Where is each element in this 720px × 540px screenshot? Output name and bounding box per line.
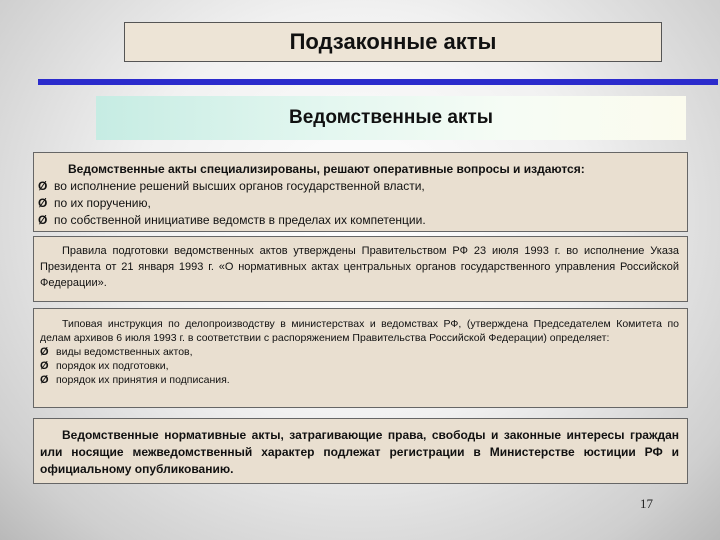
list-item-text: виды ведомственных актов, — [56, 346, 193, 358]
list-item — [38, 195, 679, 212]
list-item — [40, 345, 679, 359]
page-number: 17 — [640, 496, 653, 511]
arrow-bullet-icon: Ø — [40, 374, 49, 386]
list-item-text: порядок их подготовки, — [56, 360, 169, 372]
arrow-bullet-icon: Ø — [38, 179, 48, 193]
box-instruction — [33, 308, 688, 408]
box-registration — [33, 418, 688, 484]
box-rules — [33, 236, 688, 302]
title-divider — [38, 79, 718, 85]
arrow-bullet-icon: Ø — [38, 213, 48, 227]
list-item — [38, 212, 679, 229]
box-registration-text: Ведомственные нормативные акты, затрагивающие права, свободы и законные интересы граждан или носящие межведомственный характер подлежат регистрации в Министерстве юстиции РФ и официальному опубликованию. — [40, 428, 679, 476]
slide-subtitle: Ведомственные акты — [96, 96, 686, 140]
arrow-bullet-icon: Ø — [38, 196, 48, 210]
list-item-text: по их поручению, — [54, 196, 151, 210]
box-issuance-intro: Ведомственные акты специализированы, решают оперативные вопросы и издаются: — [68, 162, 585, 176]
slide-title: Подзаконные акты — [124, 22, 662, 62]
list-item-text: по собственной инициативе ведомств в пределах их компетенции. — [54, 213, 426, 227]
list-item — [38, 178, 679, 195]
arrow-bullet-icon: Ø — [40, 360, 49, 372]
arrow-bullet-icon: Ø — [40, 346, 49, 358]
list-item — [40, 373, 679, 387]
box-rules-text: Правила подготовки ведомственных актов утверждены Правительством РФ 23 июля 1993 г. во исполнение Указа Президента от 21 января 1993 г. «О нормативных актах центральных органов государственного управления Российской Федерации». — [40, 245, 679, 289]
list-item — [40, 359, 679, 373]
list-item-text: во исполнение решений высших органов государственной власти, — [54, 179, 425, 193]
list-item-text: порядок их принятия и подписания. — [56, 374, 230, 386]
box-instruction-text: Типовая инструкция по делопроизводству в министерствах и ведомствах РФ, (утверждена Председателем Комитета по делам архивов 6 июля 1993 г. в соответствии с распоряжением Правительства Российской Федерации) определяет: — [40, 318, 679, 344]
box-issuance — [33, 152, 688, 232]
